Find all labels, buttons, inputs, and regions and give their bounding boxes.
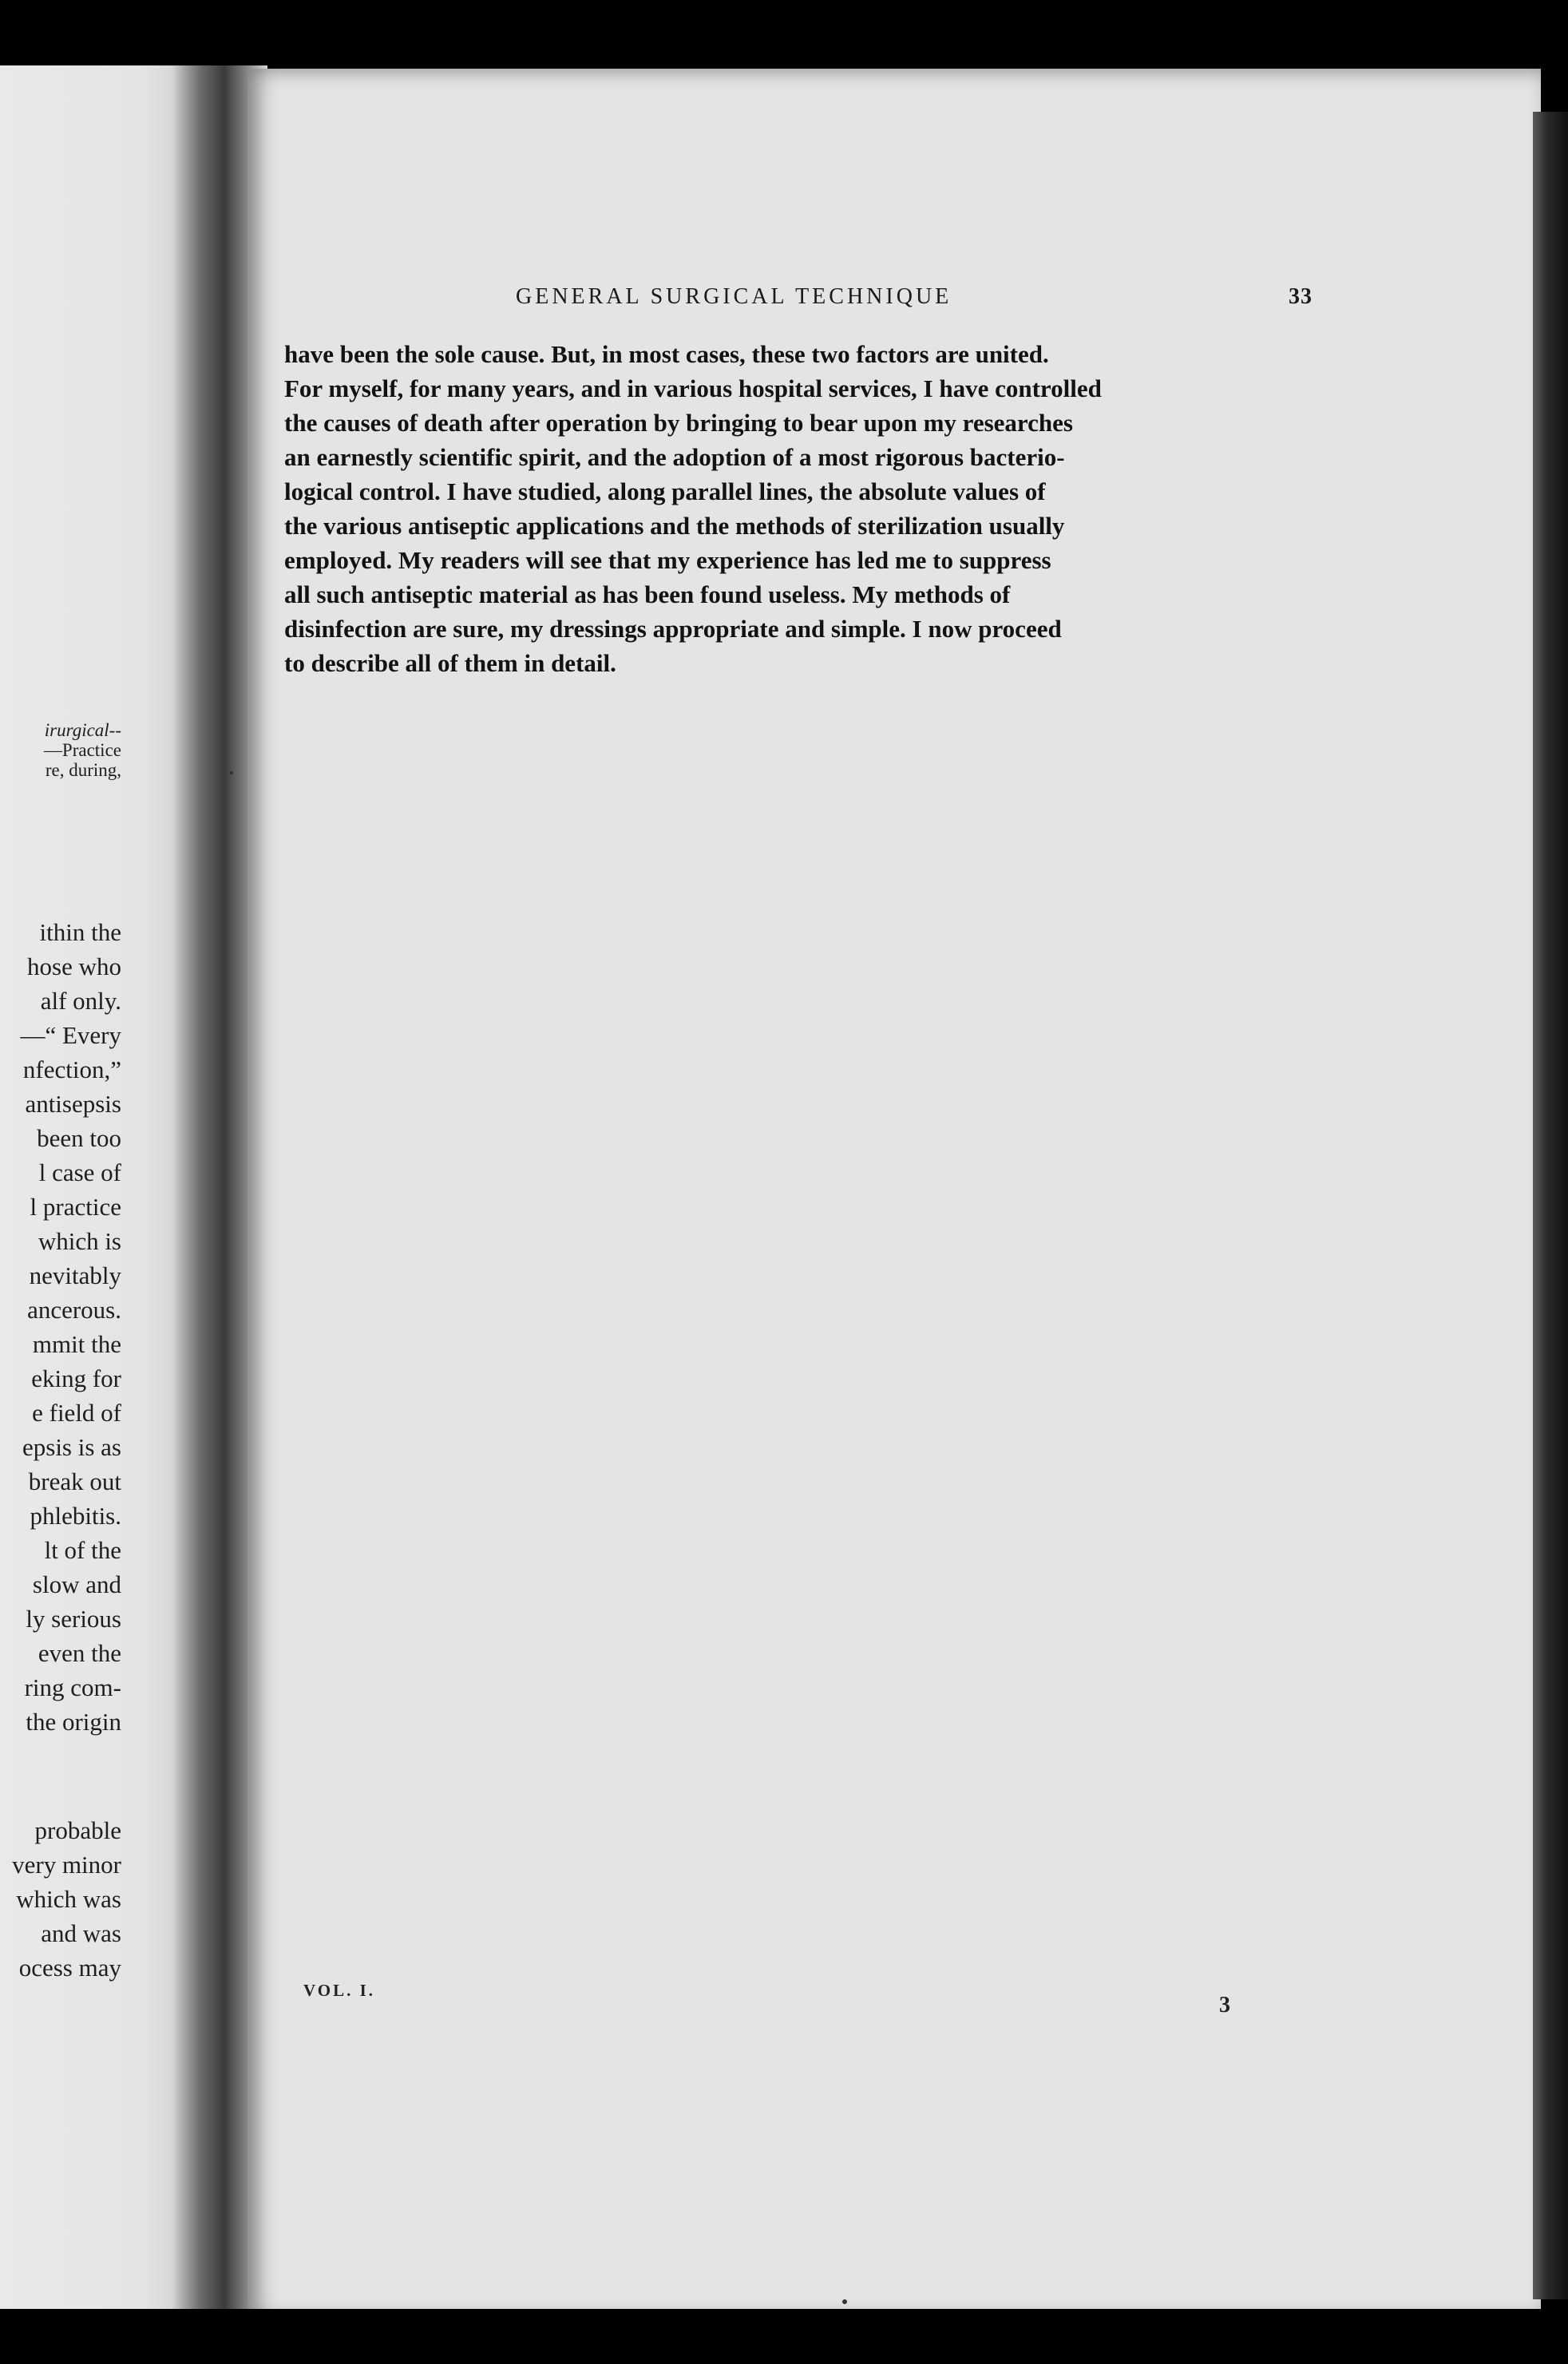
- body-line: an earnestly scientific spirit, and the adoption of a most rigorous bacterio-: [284, 443, 1065, 471]
- body-line: the various antiseptic applications and the methods of sterilization usually: [284, 512, 1065, 540]
- left-page-text-block-c: [12, 1813, 121, 1985]
- left-page-line: hose who: [27, 952, 121, 980]
- body-line: all such antiseptic material as has been found useless. My methods of: [284, 580, 1011, 608]
- body-line: have been the sole cause. But, in most cases, these two factors are united.: [284, 340, 1049, 368]
- left-page-line: slow and: [32, 1570, 121, 1598]
- body-line: disinfection are sure, my dressings appropriate and simple. I now proceed: [284, 615, 1062, 643]
- left-page-line: eking for: [31, 1364, 121, 1392]
- body-line: logical control. I have studied, along parallel lines, the absolute values of: [284, 477, 1046, 505]
- left-page-line: break out: [28, 1467, 121, 1495]
- left-page-line: probable: [34, 1816, 121, 1844]
- scan-border-bottom: [0, 2309, 1568, 2364]
- scan-speck: [230, 771, 233, 774]
- body-line: employed. My readers will see that my experience has led me to suppress: [284, 546, 1051, 574]
- left-page-text-block-b: [20, 915, 121, 1739]
- left-page-line: lt of the: [44, 1536, 121, 1564]
- left-page-line: ring com-: [24, 1673, 121, 1701]
- left-page-line: l case of: [38, 1158, 121, 1186]
- left-page-line: epsis is as: [22, 1433, 121, 1461]
- scan-border-top: [0, 0, 1568, 72]
- body-line: For myself, for many years, and in various hospital services, I have controlled: [284, 374, 1102, 402]
- left-page-line: nfection,”: [22, 1055, 121, 1083]
- page-number: 33: [1289, 284, 1313, 309]
- left-page-line: re, during,: [45, 760, 121, 780]
- left-page-line: been too: [37, 1124, 121, 1152]
- left-page-line: ly serious: [26, 1605, 121, 1633]
- left-page-line: alf only.: [40, 987, 121, 1015]
- running-head-title: GENERAL SURGICAL TECHNIQUE: [516, 284, 952, 309]
- left-page-line: ancerous.: [27, 1296, 121, 1324]
- left-page-line: nevitably: [29, 1261, 121, 1289]
- left-page-line: which was: [16, 1885, 121, 1913]
- body-line: to describe all of them in detail.: [284, 649, 616, 677]
- left-page-text-block-a: [44, 720, 121, 780]
- left-page-line: —Practice: [43, 740, 121, 760]
- left-page-line: and was: [41, 1919, 121, 1947]
- left-page-line: —“ Every: [20, 1021, 121, 1049]
- left-page-line: irurgical--: [44, 720, 121, 740]
- left-page-line: the origin: [26, 1708, 121, 1736]
- left-page-line: l practice: [30, 1193, 121, 1221]
- left-page-line: ithin the: [39, 918, 121, 946]
- scan-speck: [842, 2299, 847, 2304]
- page-edge-shadow: [1533, 112, 1568, 2299]
- left-page-line: antisepsis: [25, 1090, 121, 1118]
- signature-number: 3: [1219, 1993, 1230, 2018]
- left-page-line: ocess may: [18, 1954, 121, 1982]
- volume-signature: VOL. I.: [303, 1981, 376, 2000]
- left-page-line: which is: [38, 1227, 121, 1255]
- left-page-line: very minor: [12, 1851, 121, 1879]
- left-page-line: phlebitis.: [30, 1502, 121, 1530]
- left-page-line: mmit the: [32, 1330, 121, 1358]
- left-page-line: even the: [38, 1639, 121, 1667]
- body-paragraph: [284, 337, 1313, 680]
- left-page-line: e field of: [32, 1399, 121, 1427]
- body-line: the causes of death after operation by bringing to bear upon my researches: [284, 409, 1073, 437]
